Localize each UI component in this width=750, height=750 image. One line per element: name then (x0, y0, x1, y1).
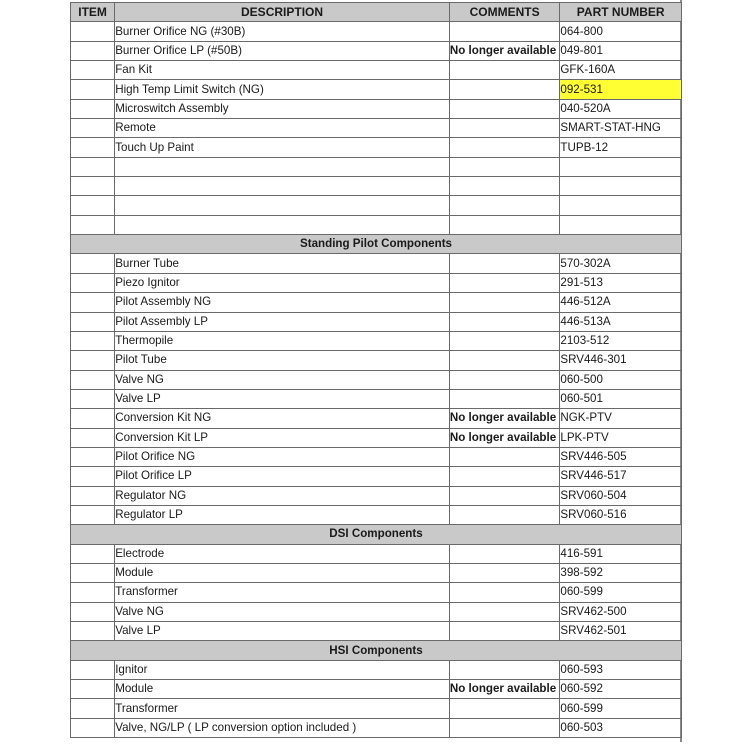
part-number-cell: 060-599 (560, 583, 682, 602)
part-number-cell: 446-512A (560, 293, 682, 312)
comments-cell (449, 80, 560, 99)
item-cell (71, 312, 115, 331)
comments-cell: No longer available (449, 428, 560, 447)
item-cell (71, 680, 115, 699)
comments-cell (449, 660, 560, 679)
table-row (71, 370, 682, 389)
item-cell (71, 22, 115, 41)
description-cell: Conversion Kit LP (115, 428, 450, 447)
table-row (71, 196, 682, 215)
table-row (71, 138, 682, 157)
part-number-cell: 291-513 (560, 273, 682, 292)
description-cell: Burner Tube (115, 254, 450, 273)
table-header-row (71, 3, 682, 22)
table-row (71, 699, 682, 718)
comments-cell: No longer available (449, 41, 560, 60)
description-cell: Transformer (115, 699, 450, 718)
description-cell: Regulator LP (115, 505, 450, 524)
comments-cell (449, 177, 560, 196)
item-cell (71, 157, 115, 176)
table-row (71, 563, 682, 582)
description-cell: Microswitch Assembly (115, 99, 450, 118)
item-cell (71, 505, 115, 524)
comments-cell (449, 699, 560, 718)
description-cell (115, 196, 450, 215)
part-number-cell: 060-503 (560, 718, 682, 737)
part-number-cell: SRV462-501 (560, 622, 682, 641)
part-number-cell: SRV446-301 (560, 351, 682, 370)
description-cell: Burner Orifice LP (#50B) (115, 41, 450, 60)
header-item: ITEM (71, 3, 115, 22)
comments-cell: No longer available (449, 680, 560, 699)
part-number-cell: SRV446-517 (560, 467, 682, 486)
comments-cell (449, 718, 560, 737)
description-cell: Remote (115, 119, 450, 138)
description-cell: Thermopile (115, 331, 450, 350)
description-cell: Valve, NG/LP ( LP conversion option included ) (115, 718, 450, 737)
part-number-cell: 060-501 (560, 389, 682, 408)
section-header-row (71, 641, 682, 660)
item-cell (71, 138, 115, 157)
part-number-cell (560, 157, 682, 176)
item-cell (71, 370, 115, 389)
comments-cell (449, 622, 560, 641)
item-cell (71, 409, 115, 428)
section-title: HSI Components (71, 641, 682, 660)
table-row (71, 428, 682, 447)
comments-cell (449, 99, 560, 118)
table-row (71, 389, 682, 408)
comments-cell (449, 563, 560, 582)
comments-cell: No longer available (449, 409, 560, 428)
description-cell: Transformer (115, 583, 450, 602)
description-cell: Module (115, 563, 450, 582)
part-number-cell: 060-592 (560, 680, 682, 699)
description-cell: Pilot Assembly LP (115, 312, 450, 331)
description-cell: Fan Kit (115, 61, 450, 80)
item-cell (71, 660, 115, 679)
description-cell: Burner Orifice NG (#30B) (115, 22, 450, 41)
table-row (71, 177, 682, 196)
description-cell: Ignitor (115, 660, 450, 679)
part-number-cell: 398-592 (560, 563, 682, 582)
part-number-cell: GFK-160A (560, 61, 682, 80)
part-number-cell: 060-500 (560, 370, 682, 389)
table-row (71, 544, 682, 563)
description-cell: Electrode (115, 544, 450, 563)
table-row (71, 351, 682, 370)
description-cell: Module (115, 680, 450, 699)
part-number-cell: 049-801 (560, 41, 682, 60)
header-comments: COMMENTS (449, 3, 560, 22)
comments-cell (449, 486, 560, 505)
description-cell: Valve LP (115, 389, 450, 408)
item-cell (71, 699, 115, 718)
part-number-cell: LPK-PTV (560, 428, 682, 447)
item-cell (71, 119, 115, 138)
item-cell (71, 61, 115, 80)
section-header-row (71, 235, 682, 254)
item-cell (71, 196, 115, 215)
part-number-cell: 060-593 (560, 660, 682, 679)
part-number-cell: SRV446-505 (560, 447, 682, 466)
part-number-cell: SRV060-516 (560, 505, 682, 524)
header-part-number: PART NUMBER (560, 3, 682, 22)
table-row (71, 505, 682, 524)
table-row (71, 409, 682, 428)
table-row (71, 622, 682, 641)
table-row (71, 447, 682, 466)
description-cell: Valve NG (115, 602, 450, 621)
item-cell (71, 254, 115, 273)
description-cell: High Temp Limit Switch (NG) (115, 80, 450, 99)
part-number-cell: 2103-512 (560, 331, 682, 350)
item-cell (71, 293, 115, 312)
comments-cell (449, 389, 560, 408)
description-cell: Regulator NG (115, 486, 450, 505)
item-cell (71, 544, 115, 563)
table-row (71, 273, 682, 292)
table-row (71, 119, 682, 138)
item-cell (71, 447, 115, 466)
table-row (71, 680, 682, 699)
table-row (71, 254, 682, 273)
item-cell (71, 467, 115, 486)
comments-cell (449, 312, 560, 331)
item-cell (71, 215, 115, 234)
part-number-cell: 446-513A (560, 312, 682, 331)
item-cell (71, 331, 115, 350)
table-row (71, 312, 682, 331)
comments-cell (449, 119, 560, 138)
table-row (71, 660, 682, 679)
comments-cell (449, 61, 560, 80)
table-body (71, 22, 682, 738)
table-row (71, 718, 682, 737)
section-title: DSI Components (71, 525, 682, 544)
comments-cell (449, 602, 560, 621)
item-cell (71, 428, 115, 447)
part-number-cell: NGK-PTV (560, 409, 682, 428)
part-number-cell: 570-302A (560, 254, 682, 273)
item-cell (71, 718, 115, 737)
header-description: DESCRIPTION (115, 3, 450, 22)
comments-cell (449, 505, 560, 524)
description-cell: Valve NG (115, 370, 450, 389)
table-row (71, 41, 682, 60)
comments-cell (449, 351, 560, 370)
comments-cell (449, 254, 560, 273)
comments-cell (449, 544, 560, 563)
description-cell (115, 215, 450, 234)
comments-cell (449, 467, 560, 486)
part-number-cell (560, 177, 682, 196)
table-row (71, 157, 682, 176)
comments-cell (449, 447, 560, 466)
part-number-cell-highlighted: 092-531 (560, 80, 682, 99)
item-cell (71, 389, 115, 408)
section-title: Standing Pilot Components (71, 235, 682, 254)
part-number-cell: 060-599 (560, 699, 682, 718)
table-row (71, 215, 682, 234)
part-number-cell: TUPB-12 (560, 138, 682, 157)
item-cell (71, 41, 115, 60)
section-header-row (71, 525, 682, 544)
comments-cell (449, 273, 560, 292)
part-number-cell: SRV060-504 (560, 486, 682, 505)
item-cell (71, 99, 115, 118)
description-cell: Valve LP (115, 622, 450, 641)
comments-cell (449, 138, 560, 157)
table-row (71, 467, 682, 486)
part-number-cell (560, 196, 682, 215)
description-cell: Pilot Orifice LP (115, 467, 450, 486)
description-cell (115, 157, 450, 176)
item-cell (71, 80, 115, 99)
part-number-cell: SRV462-500 (560, 602, 682, 621)
item-cell (71, 602, 115, 621)
table-row (71, 80, 682, 99)
parts-table (70, 2, 682, 738)
table-row (71, 583, 682, 602)
description-cell: Piezo Ignitor (115, 273, 450, 292)
part-number-cell: 416-591 (560, 544, 682, 563)
item-cell (71, 486, 115, 505)
item-cell (71, 177, 115, 196)
part-number-cell: 040-520A (560, 99, 682, 118)
comments-cell (449, 370, 560, 389)
comments-cell (449, 215, 560, 234)
item-cell (71, 563, 115, 582)
table-row (71, 293, 682, 312)
description-cell: Touch Up Paint (115, 138, 450, 157)
table-row (71, 99, 682, 118)
table-row (71, 61, 682, 80)
description-cell: Pilot Orifice NG (115, 447, 450, 466)
item-cell (71, 583, 115, 602)
part-number-cell: 064-800 (560, 22, 682, 41)
table-row (71, 602, 682, 621)
comments-cell (449, 583, 560, 602)
comments-cell (449, 331, 560, 350)
description-cell: Pilot Assembly NG (115, 293, 450, 312)
table-row (71, 22, 682, 41)
table-row (71, 486, 682, 505)
description-cell (115, 177, 450, 196)
comments-cell (449, 22, 560, 41)
part-number-cell: SMART-STAT-HNG (560, 119, 682, 138)
item-cell (71, 351, 115, 370)
description-cell: Conversion Kit NG (115, 409, 450, 428)
comments-cell (449, 157, 560, 176)
description-cell: Pilot Tube (115, 351, 450, 370)
comments-cell (449, 196, 560, 215)
item-cell (71, 273, 115, 292)
item-cell (71, 622, 115, 641)
table-row (71, 331, 682, 350)
comments-cell (449, 293, 560, 312)
part-number-cell (560, 215, 682, 234)
